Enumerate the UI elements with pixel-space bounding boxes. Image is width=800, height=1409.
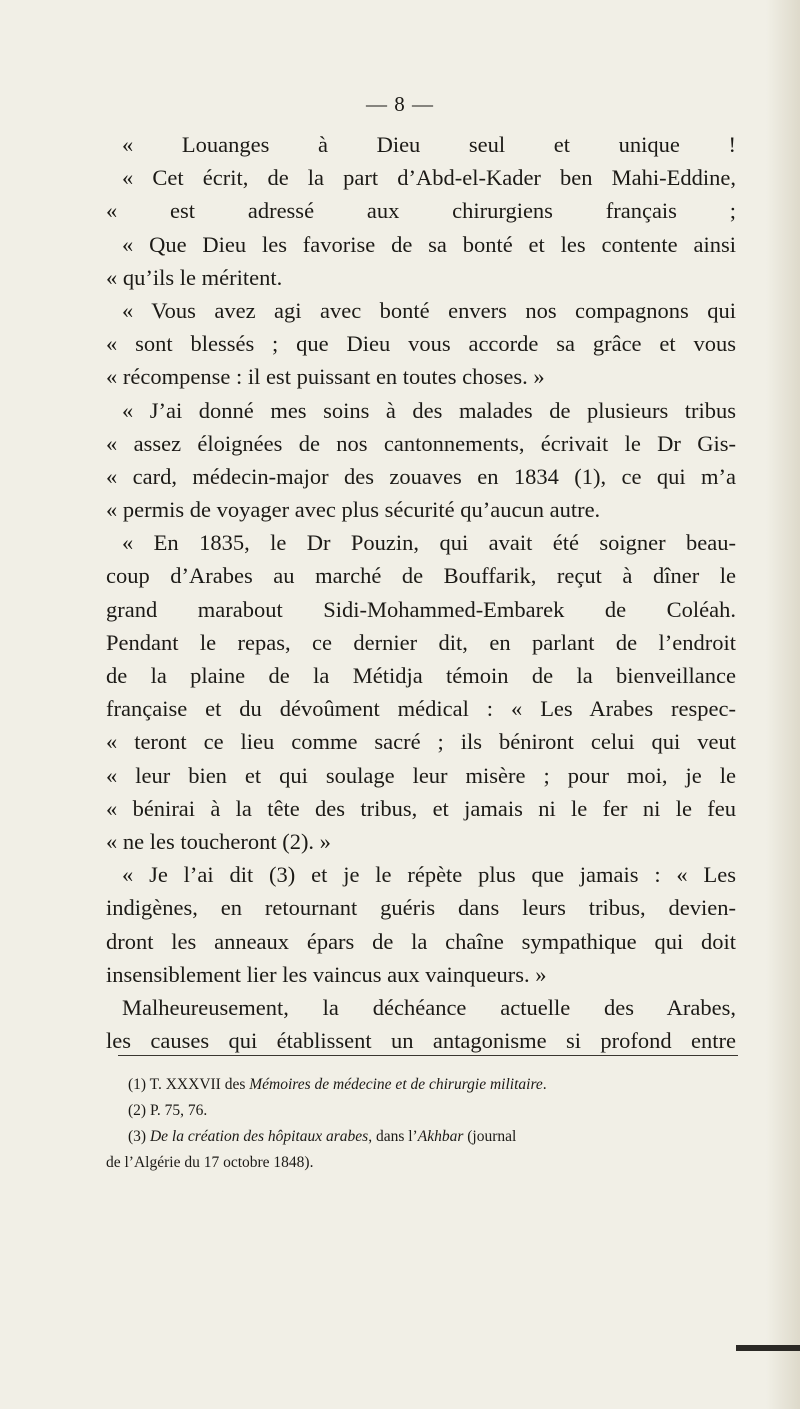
page-edge-shadow [766, 0, 800, 1409]
text-line: de la plaine de la Métidja témoin de la bienveillance [106, 663, 736, 688]
text-line: coup d’Arabes au marché de Bouffarik, reçut à dîner le [106, 563, 736, 589]
text-line: indigènes, en retournant guéris dans leurs tribus, devien- [106, 895, 736, 921]
text-line: « Cet écrit, de la part d’Abd-el-Kader ben Mahi-Eddine, [122, 165, 736, 191]
text-line: « teront ce lieu comme sacré ; ils béniront celui qui veut [106, 729, 736, 755]
text-line: française et du dévoûment médical : « Les Arabes respec- [106, 696, 736, 722]
text-line: « leur bien et qui soulage leur misère ; pour moi, je le [106, 762, 736, 788]
footnote-end: (journal [463, 1128, 517, 1145]
text-line: Malheureusement, la déchéance actuelle des Arabes, [122, 994, 736, 1020]
footnote-2: (2) P. 75, 76. [128, 1102, 208, 1119]
footnote-title: Mémoires de médecine et de chirurgie militaire [249, 1076, 543, 1093]
text-line: « assez éloignées de nos cantonnements, écrivait le Dr Gis- [106, 430, 736, 456]
footnote-3 [118, 1124, 738, 1150]
text-line: « bénirai à la tête des tribus, et jamais ni le fer ni le feu [106, 795, 736, 821]
text-line: « permis de voyager avec plus sécurité qu’aucun autre. [106, 497, 601, 523]
text-line: insensiblement lier les vaincus aux vainqueurs. » [106, 961, 547, 987]
footnote-divider [118, 1055, 738, 1056]
text-line: « Vous avez agi avec bonté envers nos compagnons qui [122, 297, 736, 323]
body-text [106, 128, 736, 1057]
text-line: « sont blessés ; que Dieu vous accorde sa grâce et vous [106, 331, 736, 357]
text-line: « Je l’ai dit (3) et je le répète plus que jamais : « Les [122, 862, 736, 888]
text-line: grand marabout Sidi-Mohammed-Embarek de Coléah. [106, 596, 736, 622]
footnote-3-continued: de l’Algérie du 17 octobre 1848). [106, 1154, 314, 1171]
footnote-marker: (3) [128, 1128, 150, 1145]
text-line: « card, médecin-major des zouaves en 1834 (1), ce qui m’a [106, 463, 736, 489]
text-line: Pendant le repas, ce dernier dit, en parlant de l’endroit [106, 629, 736, 655]
text-line: « En 1835, le Dr Pouzin, qui avait été soigner beau- [122, 530, 736, 556]
text-line: « récompense : il est puissant en toutes choses. » [106, 364, 545, 390]
text-line: dront les anneaux épars de la chaîne sympathique qui doit [106, 928, 736, 954]
text-line: « est adressé aux chirurgiens français ; [106, 198, 736, 224]
text-line: « J’ai donné mes soins à des malades de plusieurs tribus [122, 397, 736, 423]
scan-edge-mark [736, 1345, 800, 1351]
footnote-end: . [542, 1076, 547, 1093]
page-number: — 8 — [366, 92, 434, 116]
text-line: les causes qui établissent un antagonisme si profond entre [106, 1028, 736, 1054]
text-line: « Louanges à Dieu seul et unique ! [122, 132, 736, 157]
footnote-journal: Akhbar [417, 1128, 464, 1145]
footnote-marker: (1) T. XXXVII des [128, 1076, 250, 1093]
text-line: « qu’ils le méritent. [106, 264, 283, 290]
footnotes [106, 1072, 738, 1176]
footnote-1 [118, 1072, 738, 1098]
text-line: « ne les toucheront (2). » [106, 828, 331, 854]
footnote-title: De la création des hôpitaux arabes [149, 1128, 369, 1145]
text-line: « Que Dieu les favorise de sa bonté et les contente ainsi [122, 231, 736, 257]
footnote-middle: , dans l’ [368, 1128, 418, 1145]
